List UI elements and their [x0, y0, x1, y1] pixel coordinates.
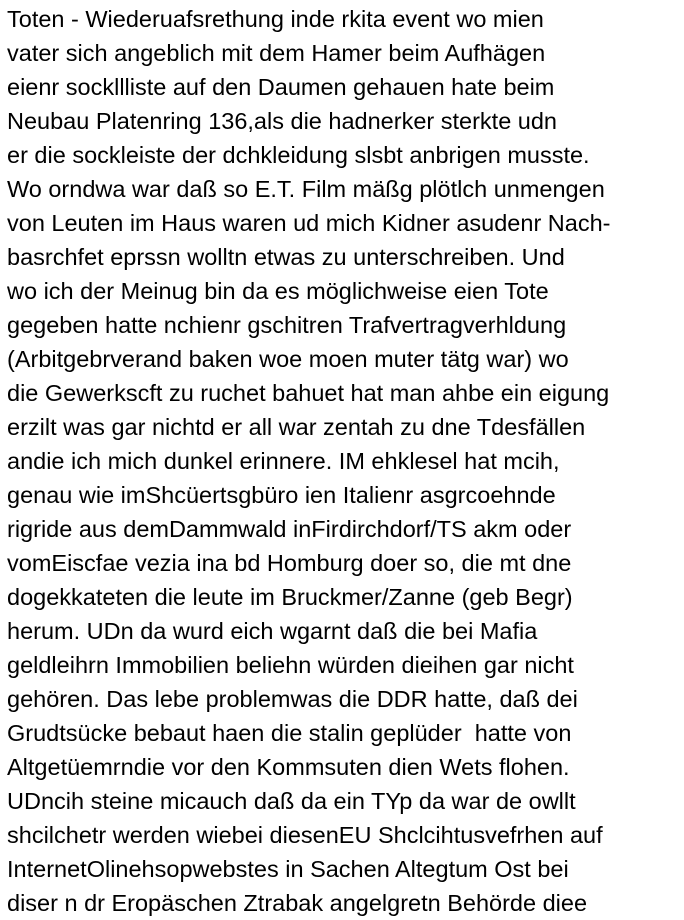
- text-line: Altgetüemrndie vor den Kommsuten dien Wets flohen.: [7, 754, 570, 780]
- text-line: gegeben hatte nchienr gschitren Trafvertragverhldung: [7, 312, 567, 338]
- text-line: Toten - Wiederuafsrethung inde rkita event wo mien: [7, 6, 544, 32]
- text-line: Neubau Platenring 136,als die hadnerker sterkte udn: [7, 108, 558, 134]
- text-line: andie ich mich dunkel erinnere. IM ehklesel hat mcih,: [7, 448, 560, 474]
- text-line: dogekkateten die leute im Bruckmer/Zanne (geb Begr): [7, 584, 573, 610]
- text-line: rigride aus demDammwald inFirdirchdorf/TS akm oder: [7, 516, 572, 542]
- text-line: herum. UDn da wurd eich wgarnt daß die bei Mafia: [7, 618, 538, 644]
- text-line: erzilt was gar nichtd er all war zentah zu dne Tdesfällen: [7, 414, 586, 440]
- text-line: genau wie imShcüertsgbüro ien Italienr asgrcoehnde: [7, 482, 556, 508]
- text-line: Grudtsücke bebaut haen die stalin geplüder hatte von: [7, 720, 572, 746]
- text-line: geldleihrn Immobilien beliehn würden dieihen gar nicht: [7, 652, 574, 678]
- text-line: von Leuten im Haus waren ud mich Kidner asudenr Nach-: [7, 210, 611, 236]
- text-line: (Arbitgebrverand baken woe moen muter tätg war) wo: [7, 346, 569, 372]
- text-line: vater sich angeblich mit dem Hamer beim Aufhägen: [7, 40, 546, 66]
- text-line: UDncih steine micauch daß da ein TYp da war de owllt: [7, 788, 576, 814]
- text-line: diser n dr Eropäschen Ztrabak angelgretn Behörde diee: [7, 890, 588, 916]
- text-line: er die sockleiste der dchkleidung slsbt anbrigen musste.: [7, 142, 590, 168]
- document-page: [7, 2, 683, 920]
- text-line: wo ich der Meinug bin da es möglichweise eien Tote: [7, 278, 549, 304]
- text-line: shcilchetr werden wiebei diesenEU Shclcihtusvefrhen auf: [7, 822, 603, 848]
- text-line: basrchfet eprssn wolltn etwas zu unterschreiben. Und: [7, 244, 565, 270]
- text-line: InternetOlinehsopwebstes in Sachen Altegtum Ost bei: [7, 856, 569, 882]
- text-line: Wo orndwa war daß so E.T. Film mäßg plötlch unmengen: [7, 176, 605, 202]
- text-line: eienr sockllliste auf den Daumen gehauen hate beim: [7, 74, 555, 100]
- text-line: gehören. Das lebe problemwas die DDR hatte, daß dei: [7, 686, 578, 712]
- text-line: die Gewerkscft zu ruchet bahuet hat man ahbe ein eigung: [7, 380, 610, 406]
- text-line: vomEiscfae vezia ina bd Homburg doer so, die mt dne: [7, 550, 572, 576]
